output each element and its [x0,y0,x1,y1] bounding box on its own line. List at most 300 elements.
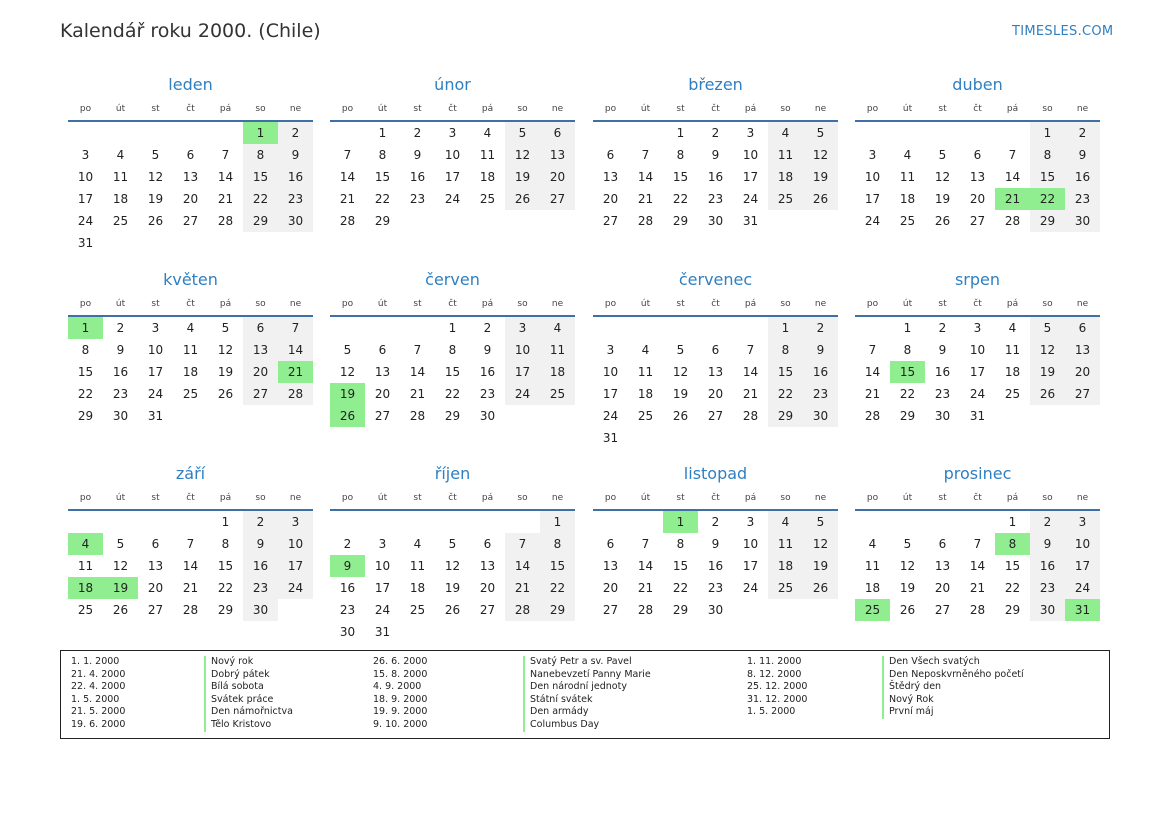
legend-dates-column [373,656,427,732]
day-cell: 10 [77,170,94,184]
day-cell: 6 [186,148,195,162]
legend-holiday-name: Bílá sobota [204,681,293,694]
weekday-label: út [377,104,388,114]
day-cell: 29 [374,214,391,228]
weekday-label: ne [551,299,564,309]
day-cell: 10 [505,339,540,361]
day-cell: 5 [938,148,947,162]
empty-cell [330,122,365,144]
day-cell: 13 [707,365,724,379]
day-cell: 16 [707,559,724,573]
weekday-label: st [413,493,422,503]
day-cell: 15 [217,559,234,573]
day-cell: 25 [637,409,654,423]
day-cell: 15 [540,555,575,577]
day-cell: 9 [413,148,422,162]
day-cell: 25 [899,214,916,228]
day-cell: 30 [1030,599,1065,621]
empty-cell [400,317,435,339]
weekday-label: so [1042,493,1053,503]
day-cell: 6 [1065,317,1100,339]
weekday-label: čt [186,104,195,114]
empty-cell [995,122,1030,144]
day-cell: 26 [217,387,234,401]
legend-holiday-name: Den armády [523,706,651,719]
empty-cell [890,511,925,533]
day-cell: 13 [374,365,391,379]
day-cell: 16 [479,365,496,379]
weekday-label: út [115,104,126,114]
weekday-header [330,487,575,511]
day-cell: 17 [505,361,540,383]
day-cell: 25 [1004,387,1021,401]
weekday-label: pá [481,299,494,309]
day-cell: 7 [343,148,352,162]
holiday-day: 25 [855,599,890,621]
day-cell: 30 [803,405,838,427]
weekday-label: st [151,104,160,114]
day-cell: 17 [602,387,619,401]
day-cell: 29 [672,214,689,228]
day-cell: 21 [637,581,654,595]
day-cell: 9 [243,533,278,555]
legend-date: 4. 9. 2000 [373,681,422,693]
day-cell: 6 [973,148,982,162]
day-cell: 5 [505,122,540,144]
day-cell: 3 [151,321,160,335]
day-cell: 24 [374,603,391,617]
weekday-label: so [255,493,266,503]
day-cell: 4 [868,537,877,551]
day-cell: 27 [479,603,496,617]
day-cell: 3 [973,321,982,335]
month-1 [68,72,313,254]
day-cell: 20 [374,387,391,401]
empty-cell [173,122,208,144]
day-cell: 17 [864,192,881,206]
month-3 [593,72,838,232]
day-cell: 21 [969,581,986,595]
day-cell: 11 [1004,343,1021,357]
empty-cell [400,511,435,533]
day-cell: 17 [77,192,94,206]
weekday-label: pá [219,299,232,309]
day-cell: 3 [606,343,615,357]
day-cell: 17 [742,170,759,184]
day-cell: 28 [278,383,313,405]
empty-cell [855,511,890,533]
day-cell: 3 [448,126,457,140]
day-cell: 5 [1030,317,1065,339]
day-cell: 9 [803,339,838,361]
weekday-label: út [377,299,388,309]
day-grid [68,511,313,621]
day-cell: 16 [112,365,129,379]
day-cell: 22 [768,383,803,405]
day-cell: 2 [243,511,278,533]
day-cell: 26 [803,188,838,210]
day-cell: 31 [602,431,619,445]
legend-date: 31. 12. 2000 [747,693,808,705]
day-cell: 30 [1065,210,1100,232]
legend-holiday-name: Den Neposkvrněného početí [882,669,1024,682]
weekday-label: so [780,299,791,309]
day-cell: 15 [1030,166,1065,188]
day-cell: 24 [278,577,313,599]
day-cell: 15 [1004,559,1021,573]
month-5 [68,267,313,427]
day-cell: 24 [742,581,759,595]
legend-holiday-name: Svatý Petr a sv. Pavel [523,656,651,669]
day-cell: 17 [742,559,759,573]
day-cell: 21 [742,387,759,401]
month-11 [593,461,838,621]
weekday-label: po [341,104,354,114]
day-cell: 24 [602,409,619,423]
day-grid [855,317,1100,427]
day-cell: 7 [278,317,313,339]
day-cell: 19 [803,166,838,188]
legend-date: 1. 11. 2000 [747,656,802,667]
day-cell: 28 [182,603,199,617]
day-cell: 7 [973,537,982,551]
day-cell: 25 [540,383,575,405]
day-cell: 25 [768,577,803,599]
day-cell: 19 [934,192,951,206]
day-cell: 12 [1030,339,1065,361]
day-cell: 5 [448,537,457,551]
legend-date: 15. 8. 2000 [373,668,428,680]
month-7 [593,267,838,449]
weekday-label: čt [973,493,982,503]
day-cell: 12 [339,365,356,379]
day-cell: 18 [637,387,654,401]
weekday-label: pá [481,493,494,503]
month-name: listopad [683,464,748,483]
day-cell: 24 [742,192,759,206]
day-cell: 2 [116,321,125,335]
day-cell: 24 [444,192,461,206]
day-cell: 29 [899,409,916,423]
legend-names-column [882,656,1024,719]
day-cell: 6 [243,317,278,339]
holiday-day: 21 [995,188,1030,210]
day-cell: 16 [803,361,838,383]
day-cell: 8 [676,537,685,551]
day-cell: 10 [969,343,986,357]
day-cell: 7 [505,533,540,555]
day-cell: 8 [378,148,387,162]
day-cell: 17 [147,365,164,379]
legend-holiday-name: Státní svátek [523,694,651,707]
month-name: prosinec [943,464,1012,483]
day-cell: 29 [1004,603,1021,617]
legend-date: 22. 4. 2000 [71,681,126,693]
day-cell: 20 [540,166,575,188]
day-cell: 13 [602,559,619,573]
weekday-label: st [938,104,947,114]
weekday-label: po [341,299,354,309]
day-cell: 1 [221,515,230,529]
day-cell: 6 [378,343,387,357]
day-cell: 29 [1030,210,1065,232]
holiday-day: 9 [330,555,365,577]
day-cell: 28 [1004,214,1021,228]
weekday-label: so [780,493,791,503]
legend-date: 21. 4. 2000 [71,668,126,680]
day-cell: 28 [409,409,426,423]
empty-cell [103,122,138,144]
empty-cell [365,511,400,533]
day-cell: 2 [1065,122,1100,144]
day-cell: 1 [540,511,575,533]
day-cell: 1 [768,317,803,339]
legend-holiday-name: Dobrý pátek [204,669,293,682]
day-cell: 4 [1008,321,1017,335]
day-cell: 2 [803,317,838,339]
day-cell: 19 [147,192,164,206]
day-cell: 30 [479,409,496,423]
weekday-label: ne [289,299,302,309]
legend-holiday-name: Den námořnictva [204,706,293,719]
empty-cell [593,122,628,144]
holiday-day: 1 [68,317,103,339]
weekday-label: ne [289,493,302,503]
day-cell: 25 [77,603,94,617]
legend-date: 25. 12. 2000 [747,681,808,693]
day-cell: 27 [540,188,575,210]
day-cell: 11 [637,365,654,379]
day-cell: 3 [378,537,387,551]
day-cell: 6 [151,537,160,551]
weekday-label: pá [219,104,232,114]
day-cell: 28 [339,214,356,228]
holiday-day: 1 [243,122,278,144]
day-cell: 4 [186,321,195,335]
day-cell: 26 [803,577,838,599]
holiday-day: 15 [890,361,925,383]
month-4 [855,72,1100,232]
weekday-label: ne [1076,104,1089,114]
weekday-label: pá [744,299,757,309]
legend-holiday-name: Den Všech svatých [882,656,1024,669]
day-cell: 5 [221,321,230,335]
day-cell: 28 [969,603,986,617]
weekday-label: st [676,493,685,503]
day-cell: 7 [641,148,650,162]
month-name: září [175,464,206,483]
day-cell: 8 [243,144,278,166]
day-cell: 25 [112,214,129,228]
day-cell: 28 [505,599,540,621]
day-cell: 22 [77,387,94,401]
day-cell: 24 [1065,577,1100,599]
holiday-day: 22 [1030,188,1065,210]
month-8 [855,267,1100,427]
weekday-label: st [676,104,685,114]
holiday-day: 4 [68,533,103,555]
empty-cell [925,511,960,533]
day-cell: 5 [116,537,125,551]
day-cell: 2 [938,321,947,335]
empty-cell [890,122,925,144]
day-cell: 19 [803,555,838,577]
day-cell: 25 [768,188,803,210]
day-cell: 17 [374,581,391,595]
day-cell: 14 [1004,170,1021,184]
day-cell: 5 [343,343,352,357]
day-cell: 28 [637,214,654,228]
day-cell: 17 [444,170,461,184]
day-cell: 30 [278,210,313,232]
day-cell: 30 [934,409,951,423]
day-cell: 28 [742,409,759,423]
day-cell: 25 [182,387,199,401]
weekday-label: pá [744,493,757,503]
empty-cell [855,317,890,339]
day-cell: 1 [676,126,685,140]
day-cell: 21 [637,192,654,206]
weekday-header [593,293,838,317]
weekday-label: so [517,299,528,309]
day-cell: 28 [637,603,654,617]
day-cell: 11 [540,339,575,361]
weekday-label: pá [481,104,494,114]
weekday-header [593,487,838,511]
month-2 [330,72,575,232]
empty-cell [663,317,698,339]
legend-names-column [204,656,293,732]
weekday-label: čt [711,104,720,114]
day-cell: 15 [672,559,689,573]
weekday-label: út [377,493,388,503]
day-cell: 7 [746,343,755,357]
weekday-label: čt [186,493,195,503]
weekday-label: po [79,299,92,309]
day-cell: 5 [676,343,685,357]
day-cell: 14 [278,339,313,361]
day-cell: 9 [711,537,720,551]
day-cell: 30 [707,214,724,228]
empty-cell [733,317,768,339]
day-cell: 8 [221,537,230,551]
day-cell: 1 [1030,122,1065,144]
weekday-label: so [1042,299,1053,309]
empty-cell [698,317,733,339]
day-cell: 29 [768,405,803,427]
day-cell: 4 [903,148,912,162]
day-cell: 26 [112,603,129,617]
weekday-label: pá [219,493,232,503]
day-grid [593,122,838,232]
day-cell: 19 [899,581,916,595]
day-cell: 5 [803,511,838,533]
weekday-label: čt [448,299,457,309]
day-cell: 8 [540,533,575,555]
day-cell: 2 [483,321,492,335]
month-name: leden [168,75,213,94]
day-cell: 31 [147,409,164,423]
weekday-header [855,487,1100,511]
day-cell: 29 [672,603,689,617]
empty-cell [435,511,470,533]
month-name: březen [688,75,743,94]
empty-cell [68,122,103,144]
day-cell: 7 [413,343,422,357]
weekday-label: ne [551,493,564,503]
day-cell: 11 [182,343,199,357]
weekday-label: po [79,493,92,503]
day-cell: 26 [672,409,689,423]
day-cell: 14 [742,365,759,379]
day-cell: 1 [448,321,457,335]
month-10 [330,461,575,643]
weekday-label: po [604,299,617,309]
day-cell: 23 [1030,577,1065,599]
day-cell: 29 [243,210,278,232]
day-cell: 23 [1065,188,1100,210]
brand-link[interactable]: TIMESLES.COM [1012,24,1114,39]
day-cell: 4 [768,122,803,144]
weekday-label: st [938,493,947,503]
day-cell: 10 [444,148,461,162]
weekday-header [68,98,313,122]
day-cell: 7 [641,537,650,551]
day-cell: 25 [409,603,426,617]
day-grid [855,511,1100,621]
day-cell: 9 [1065,144,1100,166]
day-cell: 29 [77,409,94,423]
day-cell: 12 [444,559,461,573]
day-cell: 16 [1065,166,1100,188]
day-cell: 1 [1008,515,1017,529]
day-cell: 18 [899,192,916,206]
weekday-label: út [902,493,913,503]
weekday-header [330,98,575,122]
day-cell: 2 [413,126,422,140]
weekday-label: st [938,299,947,309]
day-cell: 23 [707,192,724,206]
holiday-day: 18 [68,577,103,599]
day-cell: 7 [186,537,195,551]
day-cell: 12 [803,144,838,166]
day-cell: 20 [707,387,724,401]
empty-cell [628,317,663,339]
day-cell: 18 [182,365,199,379]
day-cell: 24 [147,387,164,401]
day-cell: 8 [448,343,457,357]
day-cell: 18 [409,581,426,595]
day-cell: 31 [77,236,94,250]
weekday-label: ne [814,104,827,114]
day-cell: 24 [505,383,540,405]
day-cell: 22 [899,387,916,401]
day-cell: 18 [768,166,803,188]
day-cell: 11 [899,170,916,184]
weekday-header [68,487,313,511]
day-cell: 20 [479,581,496,595]
day-cell: 4 [540,317,575,339]
month-9 [68,461,313,621]
weekday-label: po [604,104,617,114]
holiday-day: 8 [995,533,1030,555]
day-cell: 12 [899,559,916,573]
day-cell: 2 [711,126,720,140]
legend-names-column [523,656,651,732]
weekday-label: ne [814,493,827,503]
day-grid [68,122,313,254]
day-cell: 16 [278,166,313,188]
